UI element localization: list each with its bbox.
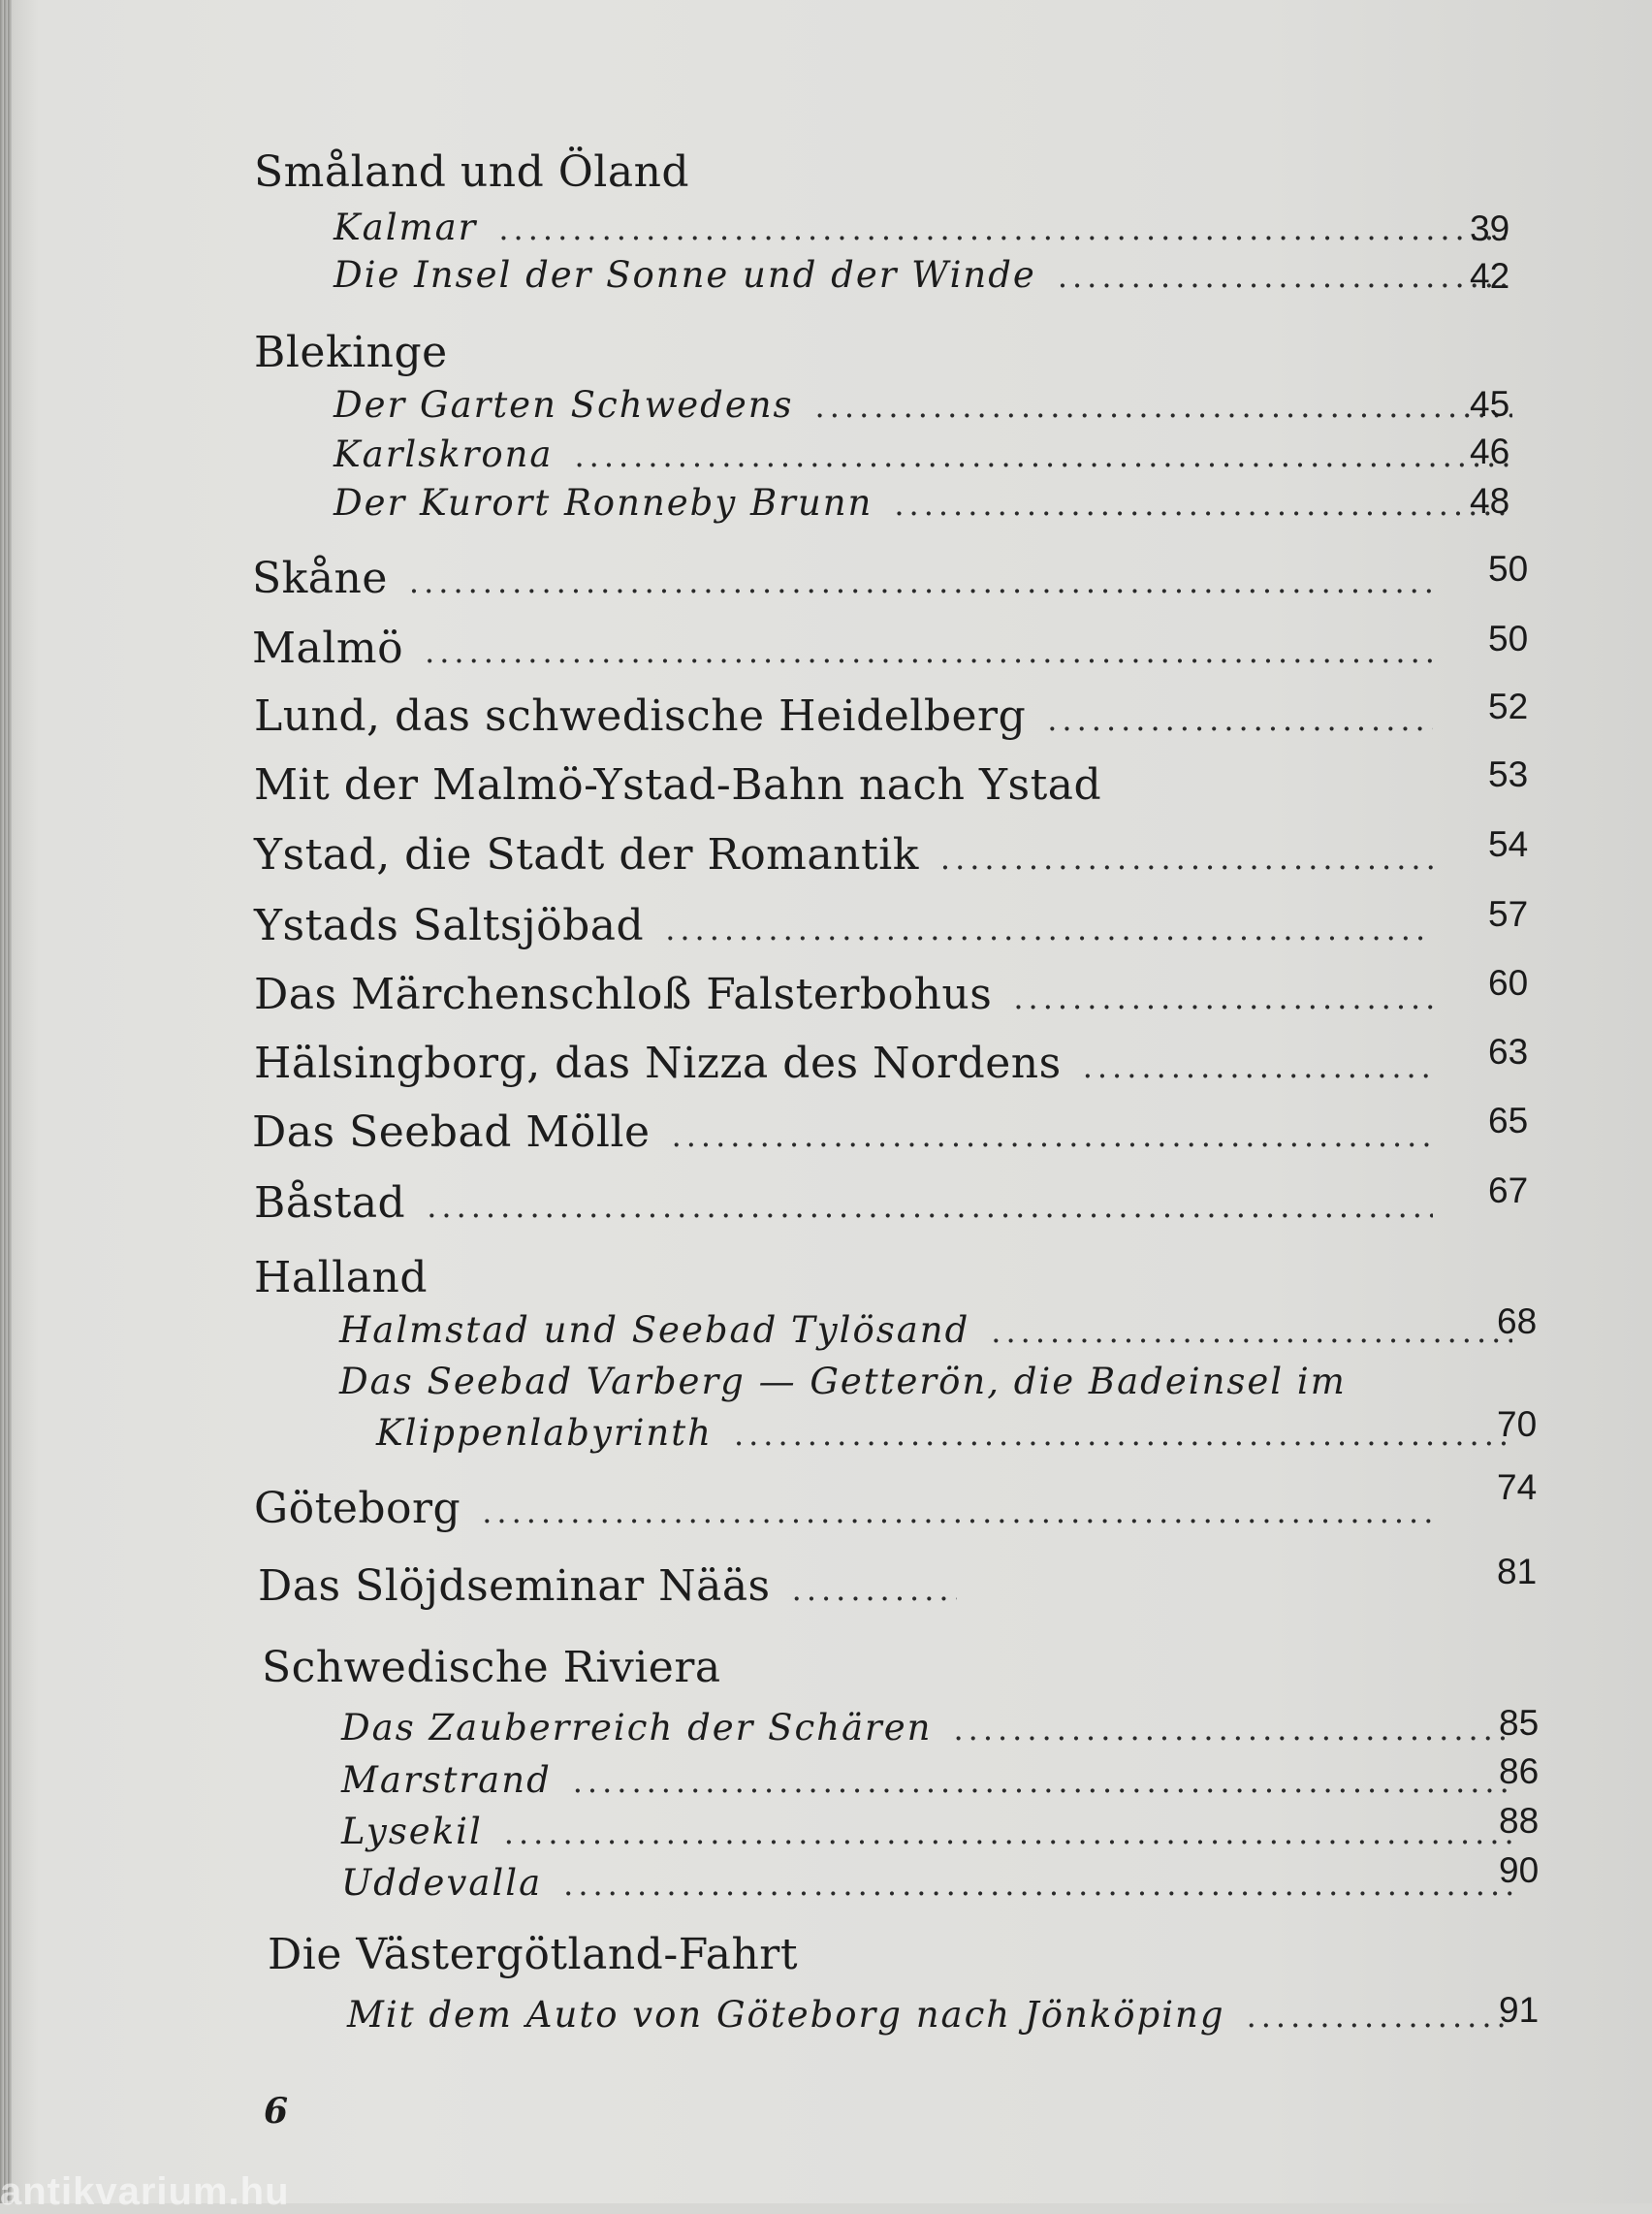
dot-leader: [482, 1493, 1433, 1530]
toc-entry: [334, 384, 1536, 434]
toc-page-number: 53: [1488, 754, 1529, 794]
toc-page-number: 88: [1499, 1801, 1540, 1841]
toc-entry-title: Das Märchenschloß Falsterbohus: [254, 970, 993, 1019]
toc-entry-title: Halmstad und Seebad Tylösand: [339, 1309, 970, 1351]
toc-page-number: 39: [1470, 209, 1510, 248]
toc-entry: [341, 1862, 1536, 1912]
dot-leader: [953, 1711, 1512, 1748]
toc-entry-title: Klippenlabyrinth: [376, 1412, 713, 1454]
dot-leader: [1047, 701, 1433, 738]
toc-page-number: 57: [1488, 894, 1529, 934]
toc-page-number: 67: [1488, 1171, 1529, 1210]
dot-leader: [1013, 979, 1433, 1016]
toc-entry: [252, 554, 1456, 604]
toc-page-number: 48: [1470, 481, 1510, 521]
toc-entry-title: Marstrand: [341, 1759, 552, 1801]
toc-entry: [252, 624, 1456, 674]
toc-page-number: 70: [1497, 1404, 1538, 1444]
toc-entry: [254, 1039, 1456, 1089]
toc-entry: [254, 970, 1456, 1020]
toc-entry: [254, 901, 1456, 951]
page-folio-number: 6: [264, 2091, 289, 2132]
toc-page-number: 46: [1470, 432, 1510, 471]
toc-page-number: 52: [1488, 687, 1529, 726]
toc-entry-title: Uddevalla: [341, 1862, 543, 1904]
watermark-text: antikvarium.hu: [0, 2170, 290, 2213]
toc-entry: [254, 1253, 1223, 1303]
toc-entry: [254, 147, 1223, 198]
toc-entry-title: Göteborg: [254, 1484, 461, 1533]
toc-entry-title: Die Insel der Sonne und der Winde: [334, 254, 1036, 296]
dot-leader: [574, 437, 1512, 474]
toc-entry-title: Karlskrona: [334, 433, 554, 475]
toc-page-number: 42: [1470, 256, 1510, 296]
toc-entry-title: Ystads Saltsjöbad: [254, 901, 645, 950]
toc-page-number: 91: [1499, 1990, 1540, 2030]
dot-leader: [815, 388, 1512, 425]
toc-entry-title: Halland: [254, 1253, 428, 1302]
toc-entry-title: Das Seebad Mölle: [252, 1107, 651, 1157]
toc-entry: [339, 1361, 1541, 1411]
toc-entry: [254, 1484, 1456, 1534]
toc-entry: [334, 254, 1536, 305]
toc-page-number: 45: [1470, 384, 1510, 424]
dot-leader: [672, 1117, 1433, 1154]
toc-page-number: 65: [1488, 1101, 1529, 1140]
toc-entry: [254, 691, 1456, 742]
dot-leader: [665, 911, 1433, 947]
toc-entry-title: Das Zauberreich der Schären: [341, 1707, 933, 1749]
toc-entry-title: Der Garten Schwedens: [334, 384, 794, 426]
dot-leader: [563, 1866, 1512, 1903]
toc-entry: [254, 830, 1456, 881]
dot-leader: [409, 563, 1433, 600]
toc-entry: [341, 1811, 1536, 1861]
table-of-contents: [252, 0, 1540, 2203]
toc-page-number: 68: [1497, 1301, 1538, 1341]
toc-entry: [334, 207, 1536, 257]
book-binding-edge: [0, 0, 12, 2203]
toc-entry-title: Småland und Öland: [254, 147, 690, 197]
toc-entry-title: Kalmar: [334, 207, 478, 248]
toc-page-number: 85: [1499, 1703, 1540, 1743]
toc-entry-title: Mit dem Auto von Göteborg nach Jönköping: [347, 1994, 1225, 2036]
toc-page-number: 81: [1497, 1552, 1538, 1591]
toc-entry: [254, 760, 1223, 811]
dot-leader: [991, 1313, 1512, 1350]
toc-page-number: 50: [1488, 549, 1529, 589]
toc-entry-title: Skåne: [252, 554, 388, 603]
toc-entry: [268, 1930, 1237, 1980]
toc-entry: [334, 433, 1536, 484]
toc-entry-title: Lund, das schwedische Heidelberg: [254, 691, 1027, 741]
toc-entry: [341, 1759, 1536, 1810]
toc-page-number: 60: [1488, 963, 1529, 1003]
toc-entry: [347, 1994, 1536, 2044]
dot-leader: [1247, 1998, 1512, 2035]
toc-entry-title: Blekinge: [254, 328, 448, 377]
toc-entry-title: Schwedische Riviera: [262, 1643, 721, 1692]
dot-leader: [425, 633, 1433, 670]
dot-leader: [1058, 258, 1512, 295]
toc-entry-title: Båstad: [254, 1178, 406, 1228]
toc-page-number: 74: [1497, 1467, 1538, 1507]
toc-entry: [262, 1643, 1231, 1693]
toc-entry-title: Das Slöjdseminar Nääs: [258, 1561, 771, 1611]
dot-leader: [894, 486, 1512, 523]
toc-entry: [252, 1107, 1456, 1158]
dot-leader: [573, 1763, 1512, 1800]
toc-entry: [376, 1412, 1536, 1462]
toc-entry-title: Malmö: [252, 624, 404, 673]
toc-entry-title: Der Kurort Ronneby Brunn: [334, 482, 874, 524]
dot-leader: [427, 1188, 1433, 1225]
dot-leader: [734, 1416, 1512, 1453]
toc-entry: [334, 482, 1536, 532]
toc-page-number: 63: [1488, 1032, 1529, 1072]
toc-entry-title: Die Västergötland-Fahrt: [268, 1930, 799, 1979]
dot-leader: [504, 1814, 1512, 1851]
toc-entry: [258, 1561, 1227, 1612]
toc-entry-title: Das Seebad Varberg — Getterön, die Badeinsel im: [339, 1361, 1347, 1402]
toc-page-number: 86: [1499, 1751, 1540, 1791]
dot-leader: [792, 1571, 957, 1608]
toc-entry-title: Hälsingborg, das Nizza des Nordens: [254, 1039, 1062, 1088]
toc-entry-title: Mit der Malmö-Ystad-Bahn nach Ystad: [254, 760, 1102, 810]
toc-page-number: 50: [1488, 619, 1529, 658]
toc-page-number: 90: [1499, 1850, 1540, 1890]
toc-entry-title: Lysekil: [341, 1811, 483, 1852]
toc-entry: [339, 1309, 1536, 1360]
toc-entry: [254, 328, 1223, 378]
toc-entry-title: Ystad, die Stadt der Romantik: [254, 830, 919, 880]
dot-leader: [1083, 1048, 1433, 1085]
toc-page-number: 54: [1488, 824, 1529, 864]
toc-entry: [254, 1178, 1456, 1229]
toc-entry: [341, 1707, 1536, 1757]
dot-leader: [940, 840, 1433, 877]
dot-leader: [498, 210, 1512, 247]
